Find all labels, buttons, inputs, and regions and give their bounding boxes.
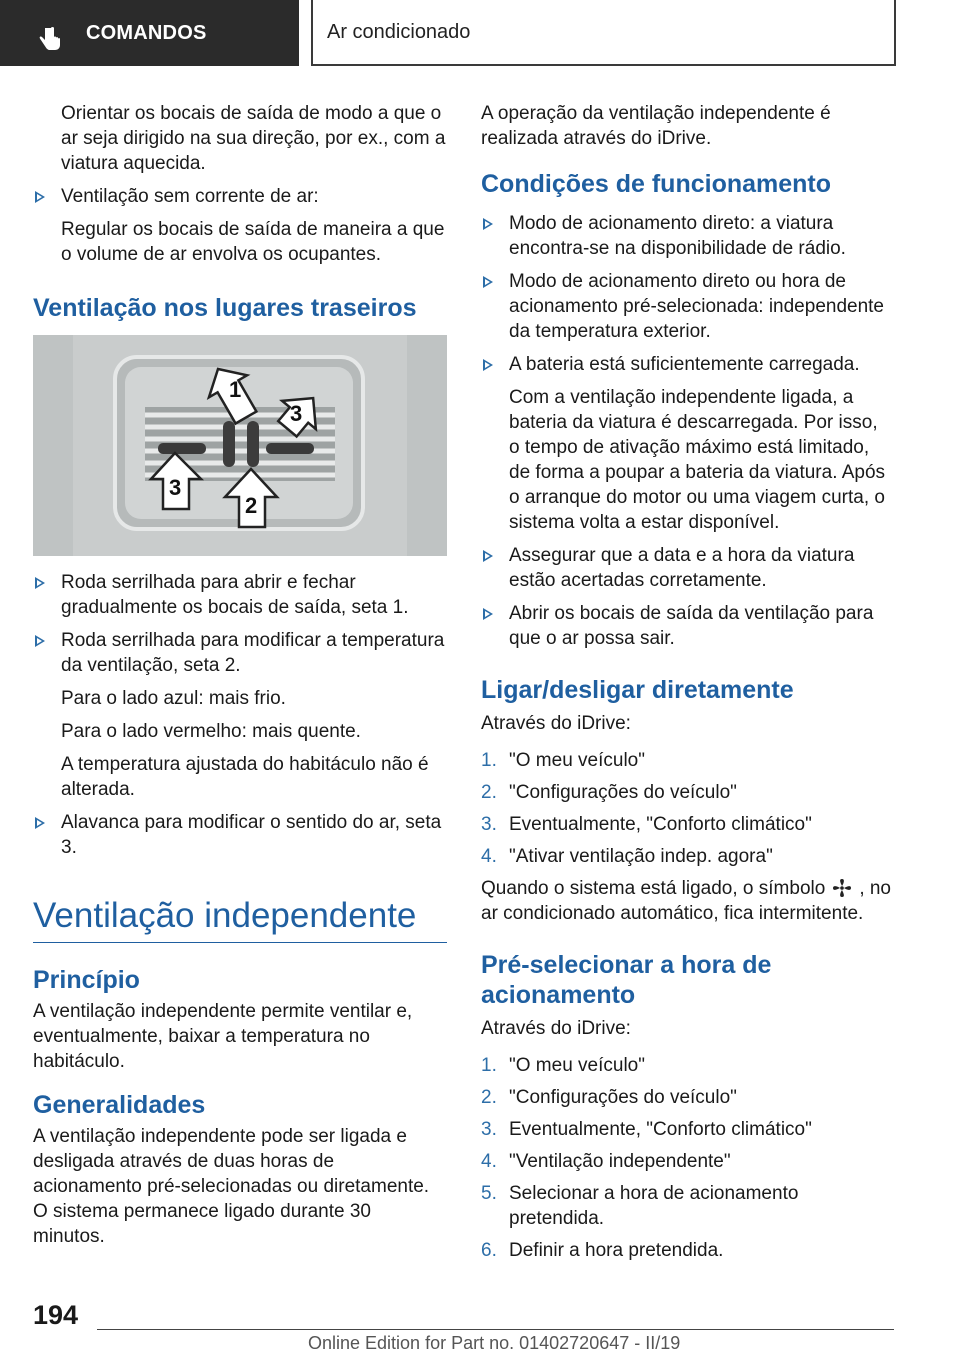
list-item-subtext: Para o lado vermelho: mais quente. (61, 721, 361, 742)
svg-text:1: 1 (229, 377, 242, 402)
step-number: 4. (481, 1151, 497, 1172)
list-item (33, 570, 447, 620)
right-column (481, 101, 893, 1270)
numbered-step (481, 844, 893, 869)
list-item (481, 601, 893, 651)
step-number: 5. (481, 1183, 497, 1204)
step-number: 4. (481, 846, 497, 867)
list-item (481, 211, 893, 261)
list-item-text: Assegurar que a data e a hora da viatura estão acertadas corretamente. (509, 545, 855, 591)
page-header (0, 0, 960, 66)
step-text: Eventualmente, "Conforto climático" (509, 814, 812, 835)
page-number: 194 (33, 1300, 79, 1330)
step-text: "Ventilação independente" (509, 1151, 731, 1172)
symbol-text-after: , no ar condicionado automático, fica intermitente. (481, 878, 892, 924)
numbered-step (481, 1181, 893, 1231)
triangle-bullet-icon (483, 359, 493, 371)
header-title-box (311, 0, 896, 66)
step-text: Eventualmente, "Conforto climático" (509, 1119, 812, 1140)
triangle-bullet-icon (483, 608, 493, 620)
numbered-step (481, 1053, 893, 1078)
via-idrive-text: Através do iDrive: (481, 713, 631, 734)
intro-paragraph: Orientar os bocais de saída de modo a que o ar seja dirigido na sua direção, por ex., com a viatura aquecida. (61, 103, 446, 174)
heading-principle: Princípio (33, 966, 140, 994)
via-idrive-text: Através do iDrive: (481, 1018, 631, 1039)
triangle-bullet-icon (483, 218, 493, 230)
footer-divider (97, 1329, 894, 1330)
intro-paragraph-right: A operação da ventilação independente é realizada através do iDrive. (481, 103, 831, 149)
list-item-text: Modo de acionamento direto: a viatura encontra-se na disponibilidade de rádio. (509, 213, 846, 259)
list-item-subtext: Com a ventilação independente ligada, a bateria da viatura é descarregada. Por isso, o tempo de ativação máximo está limitado, de forma a poupar a bateria da viatura. Após o arranque do motor ou uma viagem curta, o sistema volta a estar disponível. (509, 387, 886, 533)
list-item (481, 352, 893, 377)
triangle-bullet-icon (483, 276, 493, 288)
list-item-text: Abrir os bocais de saída da ventilação para que o ar possa sair. (509, 603, 874, 649)
list-item-text: Modo de acionamento direto ou hora de acionamento pré-selecionada: independente da temperatura exterior. (509, 271, 884, 342)
list-item-text: Roda serrilhada para abrir e fechar gradualmente os bocais de saída, seta 1. (61, 572, 409, 618)
step-text: "Configurações do veículo" (509, 1087, 737, 1108)
section-tab[interactable] (0, 0, 299, 66)
list-item-subtext: Regular os bocais de saída de maneira a que o volume de ar envolva os ocupantes. (61, 219, 445, 265)
rear-vent-figure (33, 335, 447, 556)
heading-rear-ventilation: Ventilação nos lugares traseiros (33, 294, 417, 322)
list-item-text: A bateria está suficientemente carregada. (509, 354, 860, 375)
chapter-title-wrap (33, 896, 447, 943)
list-item (481, 269, 893, 344)
header-title: Ar condicionado (327, 21, 471, 43)
triangle-bullet-icon (35, 635, 45, 647)
step-number: 2. (481, 782, 497, 803)
chapter-title: Ventilação independente (33, 896, 417, 935)
list-item-text: Alavanca para modificar o sentido do ar, seta 3. (61, 812, 442, 858)
triangle-bullet-icon (35, 191, 45, 203)
principle-paragraph: A ventilação independente permite ventilar e, eventualmente, baixar a temperatura no habitáculo. (33, 1001, 413, 1072)
list-item-subtext: A temperatura ajustada do habitáculo não é alterada. (61, 754, 429, 800)
step-text: "Configurações do veículo" (509, 782, 737, 803)
list-item (481, 543, 893, 593)
triangle-bullet-icon (483, 550, 493, 562)
fan-icon (831, 878, 853, 898)
numbered-step (481, 1085, 893, 1110)
list-item (33, 184, 447, 209)
symbol-paragraph (481, 876, 893, 926)
step-number: 1. (481, 1055, 497, 1076)
numbered-step (481, 1117, 893, 1142)
left-column (33, 101, 447, 1257)
list-item (33, 628, 447, 678)
step-number: 6. (481, 1240, 497, 1261)
footer-edition-text: Online Edition for Part no. 01402720647 - II/19 (308, 1333, 681, 1353)
step-text: Definir a hora pretendida. (509, 1240, 724, 1261)
step-number: 3. (481, 814, 497, 835)
numbered-step (481, 748, 893, 773)
numbered-step (481, 780, 893, 805)
section-tab-label: COMANDOS (86, 22, 207, 44)
list-item-subtext: Para o lado azul: mais frio. (61, 688, 286, 709)
heading-direct: Ligar/desligar diretamente (481, 676, 794, 704)
numbered-step (481, 1238, 893, 1263)
list-item (33, 810, 447, 860)
step-number: 1. (481, 750, 497, 771)
step-text: "Ativar ventilação indep. agora" (509, 846, 773, 867)
heading-conditions: Condições de funcionamento (481, 170, 832, 198)
triangle-bullet-icon (35, 577, 45, 589)
step-text: "O meu veículo" (509, 750, 645, 771)
step-text: "O meu veículo" (509, 1055, 645, 1076)
step-number: 2. (481, 1087, 497, 1108)
numbered-step (481, 812, 893, 837)
numbered-step (481, 1149, 893, 1174)
list-item-text: Ventilação sem corrente de ar: (61, 186, 319, 207)
general-paragraph: A ventilação independente pode ser ligada e desligada através de duas horas de acionamento pré-selecionadas ou diretamente. O sistema permanece ligado durante 30 minutos. (33, 1126, 430, 1247)
svg-text:3: 3 (169, 475, 182, 500)
svg-text:3: 3 (290, 401, 303, 426)
list-item-text: Roda serrilhada para modificar a temperatura da ventilação, seta 2. (61, 630, 445, 676)
heading-general: Generalidades (33, 1091, 206, 1119)
symbol-text-before: Quando o sistema está ligado, o símbolo (481, 878, 826, 899)
heading-preselect: Pré-selecionar a hora de acionamento (481, 951, 772, 1009)
step-text: Selecionar a hora de acionamento pretendida. (509, 1183, 799, 1229)
hand-pointer-icon (37, 26, 63, 52)
step-number: 3. (481, 1119, 497, 1140)
triangle-bullet-icon (35, 817, 45, 829)
svg-text:2: 2 (245, 493, 258, 518)
